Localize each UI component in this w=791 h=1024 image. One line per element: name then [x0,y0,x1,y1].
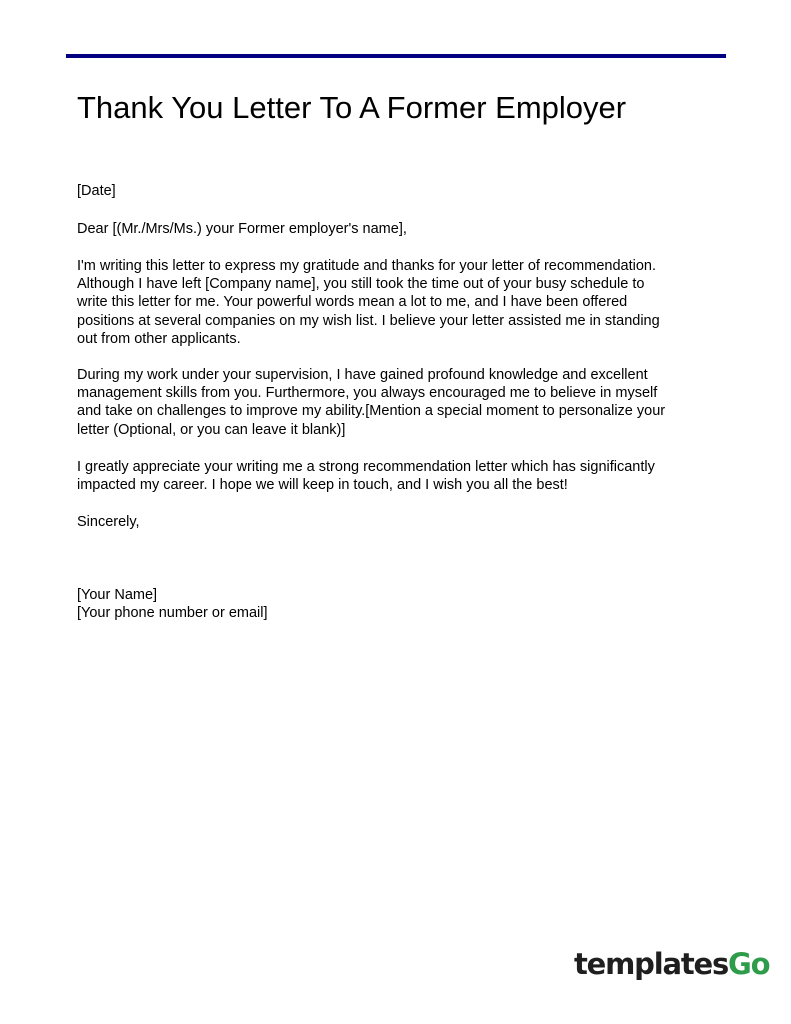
templatesgo-logo [574,944,769,984]
signature-contact: [Your phone number or email] [77,605,268,621]
closing: Sincerely, [77,514,140,530]
header-rule [66,54,726,58]
paragraph-line: management skills from you. Furthermore, you always encouraged me to believe in myself [77,385,658,402]
paragraph-line: I greatly appreciate your writing me a strong recommendation letter which has significantly [77,459,655,475]
paragraph-line: out from other applicants. [77,330,241,347]
paragraph-line: letter (Optional, or you can leave it blank)] [77,421,346,438]
paragraph-line: During my work under your supervision, I have gained profound knowledge and excellent [77,367,648,383]
logo-text-go: Go [728,947,770,981]
paragraph-line: write this letter for me. Your powerful words mean a lot to me, and I have been offered [77,294,628,311]
document-title: Thank You Letter To A Former Employer [77,90,627,125]
paragraph-line: I'm writing this letter to express my gratitude and thanks for your letter of recommendation. [77,258,656,274]
logo-text-templates: templates [574,947,729,981]
paragraph-line: positions at several companies on my wish list. I believe your letter assisted me in standing [77,312,660,329]
paragraph-1 [77,257,660,348]
date-line: [Date] [77,183,116,199]
signature-name: [Your Name] [77,587,158,603]
paragraph-line: impacted my career. I hope we will keep in touch, and I wish you all the best! [77,477,568,494]
paragraph-line: and take on challenges to improve my ability.[Mention a special moment to personalize your [77,403,666,420]
salutation: Dear [(Mr./Mrs/Ms.) your Former employer's name], [77,221,407,237]
paragraph-line: Although I have left [Company name], you still took the time out of your busy schedule to [77,276,645,293]
paragraph-3 [77,458,655,494]
paragraph-2 [77,366,665,439]
